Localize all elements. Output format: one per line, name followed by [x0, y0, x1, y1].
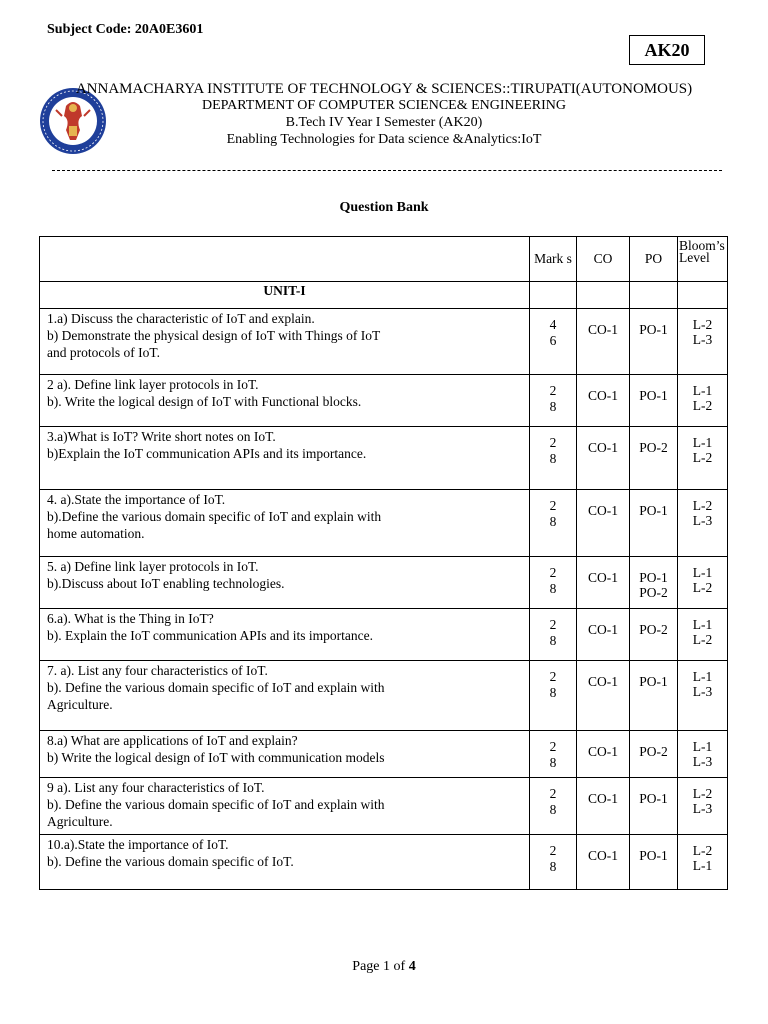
blooms-value: L-2 [692, 450, 713, 465]
question-line: 5. a) Define link layer protocols in IoT. [47, 559, 259, 574]
empty-cell [577, 282, 630, 309]
header-co: CO [577, 237, 630, 282]
po-cell [630, 778, 678, 835]
semester-line: B.Tech IV Year I Semester (AK20) [285, 115, 483, 130]
po-cell [630, 731, 678, 778]
marks-value: 2 [549, 565, 557, 580]
blooms-value: L-1 [692, 617, 713, 632]
marks-value: 8 [549, 514, 557, 529]
question-line: b). Write the logical design of IoT with Functional blocks. [47, 394, 362, 409]
blooms-cell [678, 309, 728, 375]
marks-value: 8 [549, 451, 557, 466]
blooms-value: L-1 [692, 383, 713, 398]
marks-cell [530, 557, 577, 609]
question-text [40, 427, 530, 490]
blooms-value: L-3 [692, 332, 713, 347]
question-line: 3.a)What is IoT? Write short notes on IoT. [47, 429, 276, 444]
question-text [40, 557, 530, 609]
co-cell: CO-1 [577, 557, 630, 609]
po-value: PO-1 [639, 848, 668, 863]
header-question-cell [40, 237, 530, 282]
page-prefix: Page 1 of [352, 959, 409, 974]
blooms-cell [678, 427, 728, 490]
question-line: b).Discuss about IoT enabling technologies. [47, 576, 285, 591]
po-value: PO-1 [639, 322, 668, 337]
po-cell [630, 835, 678, 890]
po-cell [630, 609, 678, 661]
co-cell: CO-1 [577, 609, 630, 661]
co-cell: CO-1 [577, 731, 630, 778]
question-line: 8.a) What are applications of IoT and explain? [47, 733, 298, 748]
question-line: 7. a). List any four characteristics of IoT. [47, 663, 268, 678]
blooms-value: L-1 [692, 858, 713, 873]
table-row [40, 309, 728, 375]
marks-value: 8 [549, 581, 557, 596]
table-row [40, 375, 728, 427]
blooms-value: L-3 [692, 754, 713, 769]
empty-cell [678, 282, 728, 309]
blooms-cell [678, 731, 728, 778]
header-po: PO [630, 237, 678, 282]
unit-row [40, 282, 728, 309]
table-row [40, 835, 728, 890]
question-line: b)Explain the IoT communication APIs and its importance. [47, 446, 367, 461]
blooms-value: L-2 [692, 580, 713, 595]
blooms-cell [678, 778, 728, 835]
question-line: home automation. [47, 526, 145, 541]
table-header-row [40, 237, 728, 282]
question-line: 1.a) Discuss the characteristic of IoT and explain. [47, 311, 315, 326]
table-row [40, 557, 728, 609]
question-text [40, 778, 530, 835]
marks-cell [530, 309, 577, 375]
marks-cell [530, 731, 577, 778]
marks-cell [530, 661, 577, 731]
table-row [40, 731, 728, 778]
question-line: b). Define the various domain specific of IoT and explain with [47, 680, 385, 695]
page-total: 4 [408, 959, 416, 974]
question-text [40, 375, 530, 427]
question-line: b). Define the various domain specific of IoT. [47, 854, 294, 869]
blooms-value: L-1 [692, 739, 713, 754]
po-cell [630, 661, 678, 731]
marks-value: 4 [549, 317, 557, 332]
marks-cell [530, 835, 577, 890]
po-value: PO-1 [639, 503, 668, 518]
blooms-value: L-2 [692, 632, 713, 647]
blooms-value: L-2 [692, 398, 713, 413]
blooms-value: L-1 [692, 435, 713, 450]
po-value: PO-2 [639, 585, 668, 600]
empty-cell [630, 282, 678, 309]
co-cell: CO-1 [577, 375, 630, 427]
blooms-cell [678, 490, 728, 557]
question-line: 9 a). List any four characteristics of IoT. [47, 780, 265, 795]
question-line: and protocols of IoT. [47, 345, 160, 360]
marks-cell [530, 427, 577, 490]
institute-name: ANNAMACHARYA INSTITUTE OF TECHNOLOGY & SCIENCES::TIRUPATI(AUTONOMOUS) [75, 81, 693, 97]
page-title: Question Bank [339, 200, 429, 215]
marks-value: 2 [549, 669, 557, 684]
table-row [40, 609, 728, 661]
po-cell [630, 490, 678, 557]
question-line: b).Define the various domain specific of IoT and explain with [47, 509, 382, 524]
blooms-cell [678, 609, 728, 661]
regulation-badge: AK20 [629, 35, 705, 65]
question-line: 4. a).State the importance of IoT. [47, 492, 226, 507]
po-value: PO-1 [639, 388, 668, 403]
question-table [39, 236, 728, 890]
marks-value: 2 [549, 498, 557, 513]
po-value: PO-1 [639, 674, 668, 689]
question-text [40, 490, 530, 557]
marks-value: 2 [549, 383, 557, 398]
blooms-value: L-2 [692, 498, 713, 513]
blooms-value: L-2 [692, 843, 713, 858]
blooms-value: L-3 [692, 513, 713, 528]
department-name: DEPARTMENT OF COMPUTER SCIENCE& ENGINEERING [202, 98, 566, 113]
question-line: b). Explain the IoT communication APIs and its importance. [47, 628, 373, 643]
course-title: Enabling Technologies for Data science &Analytics:IoT [226, 132, 542, 147]
marks-value: 8 [549, 859, 557, 874]
marks-value: 6 [549, 333, 557, 348]
blooms-value: L-3 [692, 684, 713, 699]
table-row [40, 490, 728, 557]
question-line: 10.a).State the importance of IoT. [47, 837, 229, 852]
po-cell [630, 309, 678, 375]
question-text [40, 609, 530, 661]
subject-code: Subject Code: 20A0E3601 [47, 22, 204, 37]
question-text [40, 309, 530, 375]
question-text [40, 835, 530, 890]
question-text [40, 731, 530, 778]
question-line: 6.a). What is the Thing in IoT? [47, 611, 214, 626]
question-line: b). Define the various domain specific of IoT and explain with [47, 797, 385, 812]
blooms-value: L-1 [692, 669, 713, 684]
blooms-cell [678, 661, 728, 731]
table-row [40, 427, 728, 490]
question-text [40, 661, 530, 731]
question-line: Agriculture. [47, 697, 113, 712]
header-marks: Mark s [530, 237, 577, 282]
marks-value: 2 [549, 435, 557, 450]
co-cell: CO-1 [577, 490, 630, 557]
divider-line [52, 170, 722, 171]
blooms-value: L-2 [692, 317, 713, 332]
marks-value: 8 [549, 685, 557, 700]
unit-label: UNIT-I [40, 282, 530, 309]
co-cell: CO-1 [577, 309, 630, 375]
po-value: PO-2 [639, 622, 668, 637]
question-line: b) Write the logical design of IoT with communication models [47, 750, 385, 765]
marks-cell [530, 778, 577, 835]
po-cell [630, 375, 678, 427]
marks-value: 2 [549, 843, 557, 858]
marks-value: 8 [549, 802, 557, 817]
blooms-cell [678, 835, 728, 890]
blooms-value: L-2 [692, 786, 713, 801]
marks-value: 2 [549, 617, 557, 632]
co-cell: CO-1 [577, 661, 630, 731]
blooms-cell [678, 557, 728, 609]
po-value: PO-2 [639, 744, 668, 759]
marks-cell [530, 375, 577, 427]
empty-cell [530, 282, 577, 309]
table-row [40, 778, 728, 835]
po-value: PO-1 [639, 570, 668, 585]
marks-value: 8 [549, 755, 557, 770]
table-row [40, 661, 728, 731]
marks-cell [530, 490, 577, 557]
co-cell: CO-1 [577, 835, 630, 890]
po-value: PO-1 [639, 791, 668, 806]
marks-value: 2 [549, 786, 557, 801]
blooms-cell [678, 375, 728, 427]
po-cell [630, 427, 678, 490]
question-line: 2 a). Define link layer protocols in IoT. [47, 377, 259, 392]
co-cell: CO-1 [577, 778, 630, 835]
marks-value: 8 [549, 399, 557, 414]
marks-value: 8 [549, 633, 557, 648]
marks-cell [530, 609, 577, 661]
blooms-value: L-1 [692, 565, 713, 580]
po-cell [630, 557, 678, 609]
question-line: b) Demonstrate the physical design of IoT with Things of IoT [47, 328, 381, 343]
question-line: Agriculture. [47, 814, 113, 829]
co-cell: CO-1 [577, 427, 630, 490]
header-blooms: Bloom’s Level [678, 237, 728, 282]
po-value: PO-2 [639, 440, 668, 455]
marks-value: 2 [549, 739, 557, 754]
page-number [0, 959, 768, 975]
blooms-value: L-3 [692, 801, 713, 816]
